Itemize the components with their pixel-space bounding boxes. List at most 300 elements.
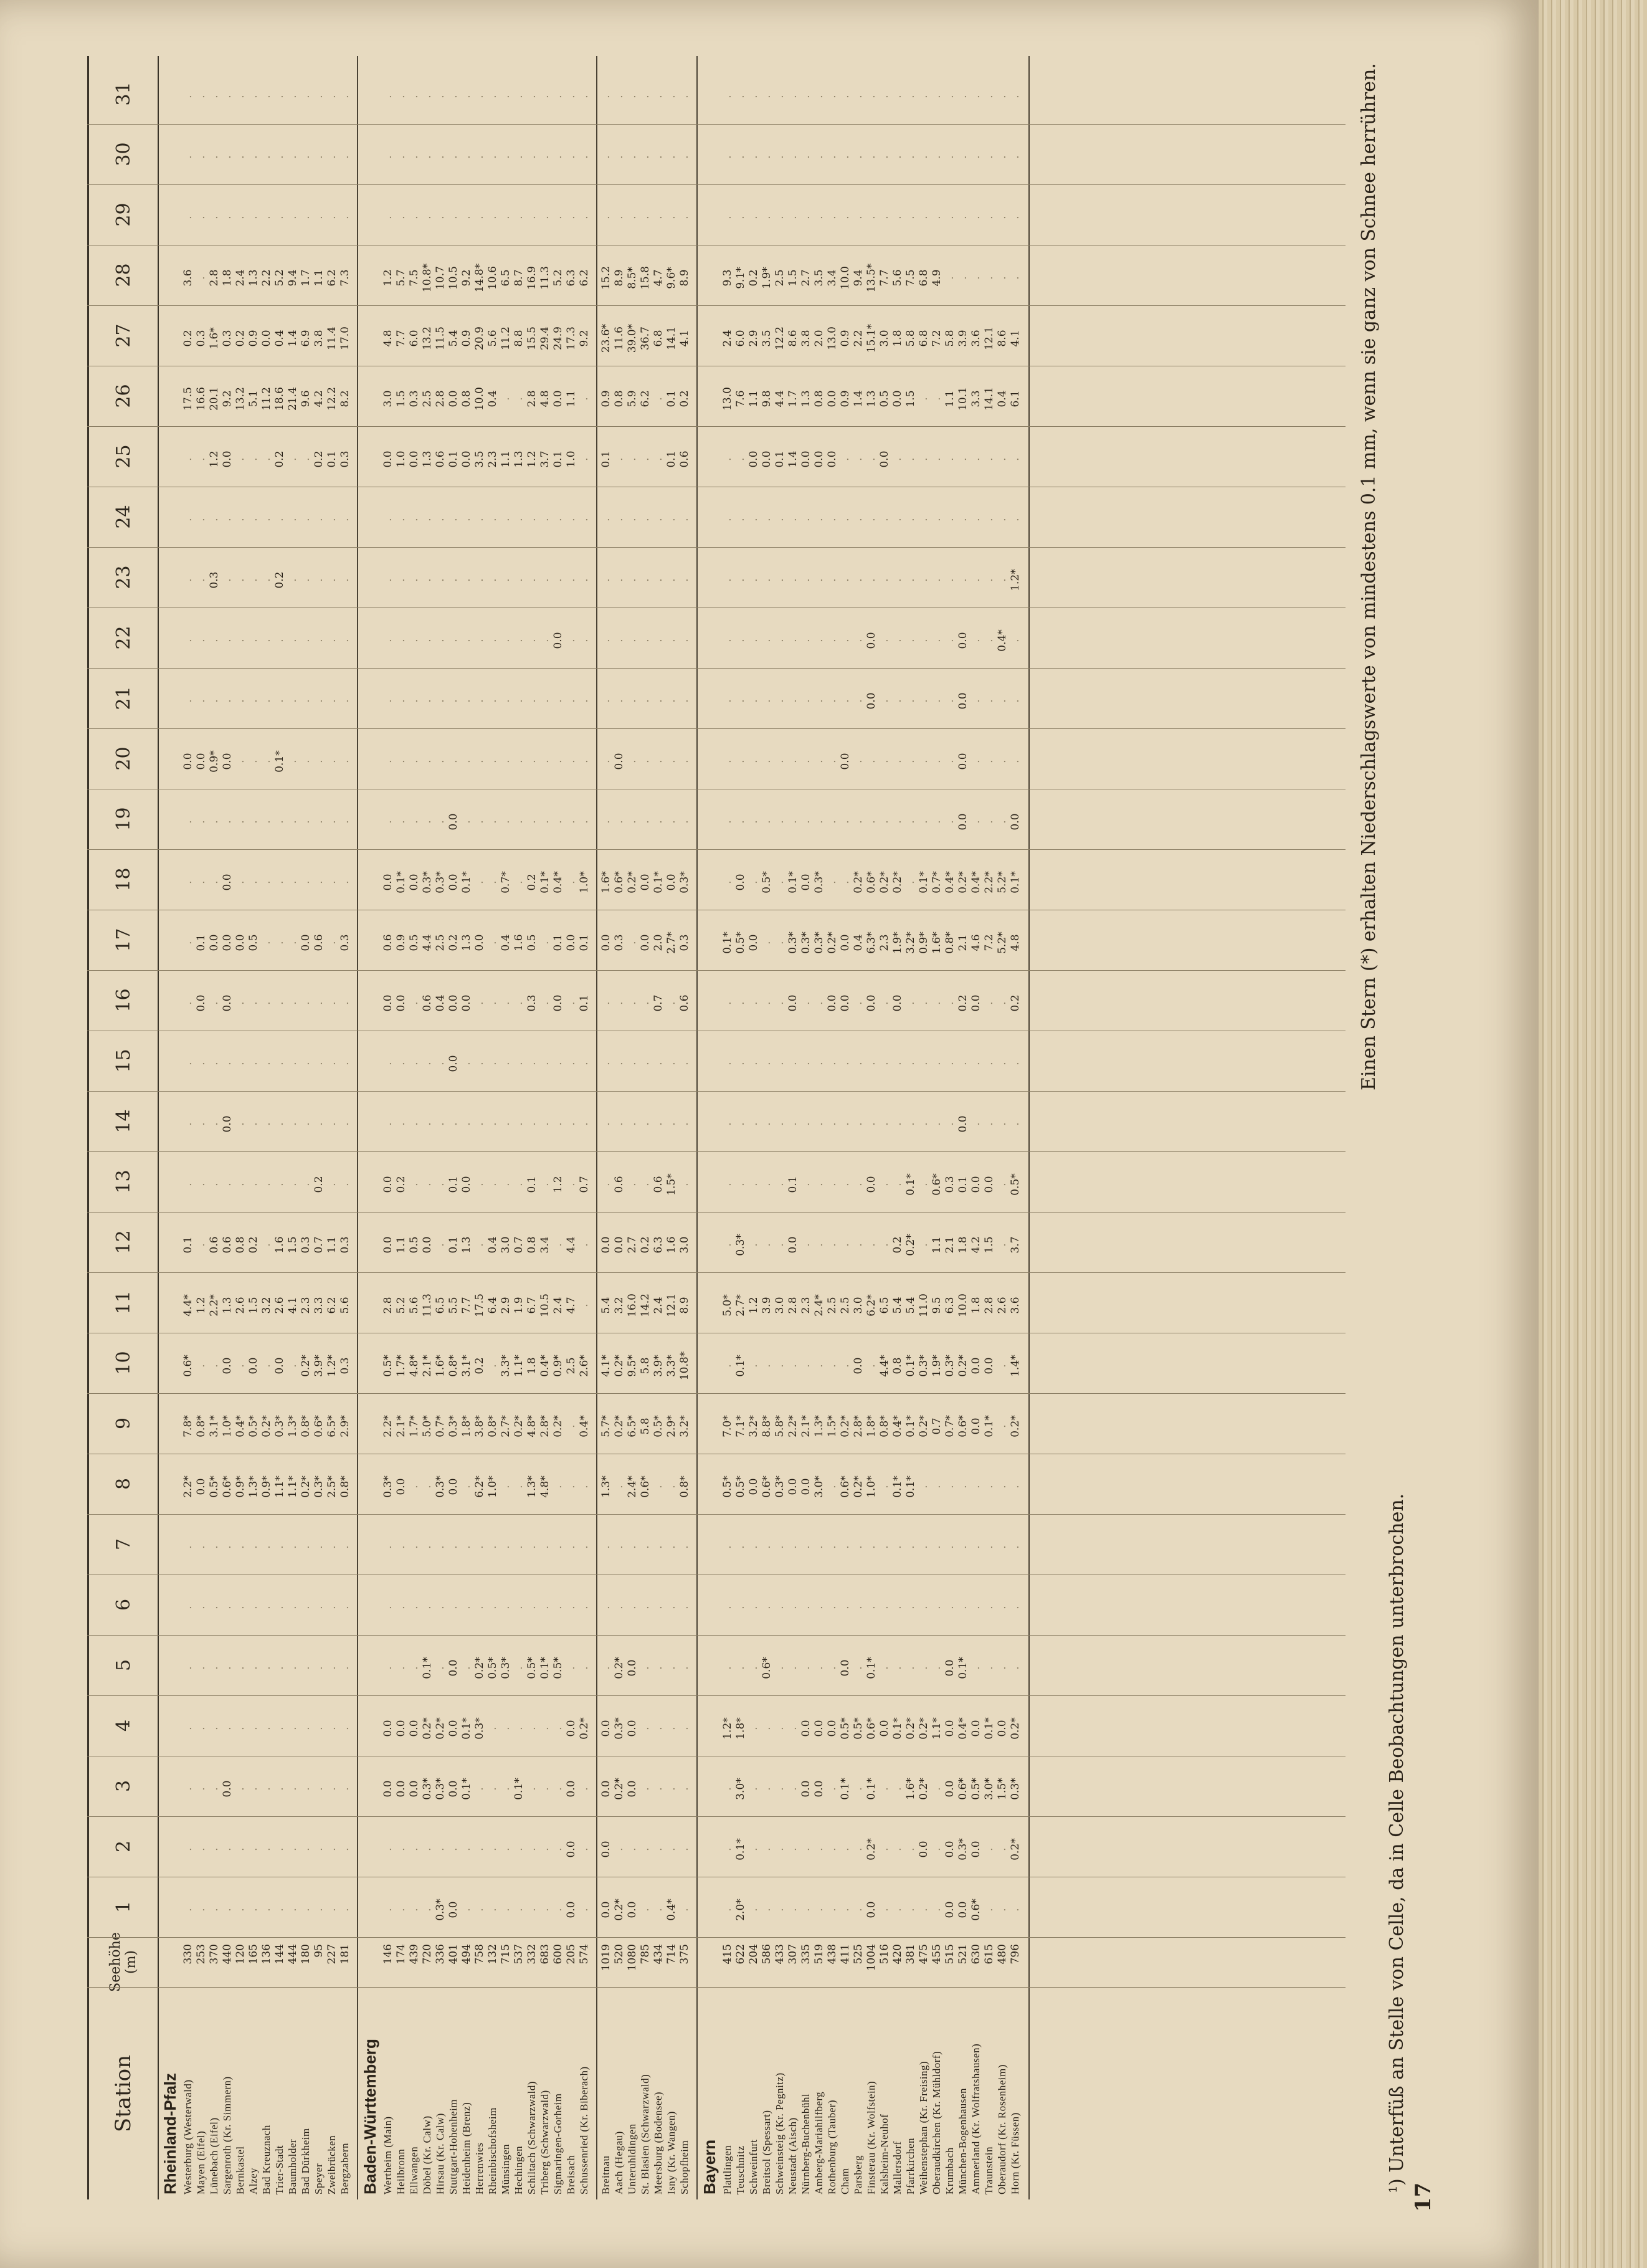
value-day-31: . [578, 95, 591, 98]
value-day-7: . [447, 1545, 460, 1549]
value-day-6: . [395, 1606, 407, 1609]
value-day-23: . [970, 578, 982, 582]
value-day-16: . [473, 1001, 486, 1005]
value-day-10: . [487, 1364, 499, 1368]
value-day-26: 0.9 [839, 390, 852, 407]
value-day-10: 2.5 [565, 1357, 577, 1375]
value-day-17: 0.5* [734, 932, 747, 954]
value-day-18: 0.1* [652, 871, 665, 893]
value-day-15: . [983, 1062, 995, 1065]
value-day-17: 0.3* [813, 932, 825, 954]
value-day-3: 0.6* [957, 1778, 969, 1800]
value-day-14: . [382, 1122, 394, 1126]
value-day-19: . [526, 820, 538, 824]
value-day-20: . [526, 760, 538, 763]
value-day-24: . [748, 518, 760, 522]
column-rule [87, 124, 1346, 125]
value-day-8: . [500, 1485, 512, 1489]
station-name: München-Bogenhausen [957, 2088, 969, 2194]
value-day-13: . [287, 1183, 299, 1186]
value-day-30: . [878, 155, 891, 159]
value-day-20: . [421, 760, 434, 763]
value-day-30: . [613, 155, 625, 159]
value-day-28: . [983, 276, 995, 280]
value-day-12: 0.2 [247, 1236, 260, 1254]
station-name: Bernkastel [234, 2146, 246, 2194]
value-day-19: 0.0 [447, 813, 460, 831]
table-row [313, 56, 325, 2199]
value-day-15: . [865, 1062, 878, 1065]
value-day-18: 0.2* [852, 871, 865, 893]
value-day-13: . [678, 1183, 691, 1186]
value-day-27: 39.0* [626, 323, 638, 353]
table-header-row [87, 56, 159, 2199]
value-day-9: 0.0 [970, 1418, 982, 1435]
value-day-11: 11.0 [918, 1294, 930, 1317]
value-day-15: . [273, 1062, 286, 1065]
value-day-16: 0.2 [957, 994, 969, 1012]
value-day-10: . [839, 1364, 852, 1368]
value-day-17: 4.4 [421, 934, 434, 951]
value-day-18: 0.0 [639, 874, 652, 891]
value-day-11: 10.0 [957, 1294, 969, 1317]
value-day-17: 0.0 [639, 934, 652, 951]
value-day-13: . [748, 1183, 760, 1186]
value-day-13: 0.1 [957, 1176, 969, 1193]
value-day-6: . [918, 1606, 930, 1609]
value-day-4: 0.0 [626, 1720, 638, 1737]
value-day-26: 0.4 [487, 390, 499, 407]
value-day-20: . [878, 760, 891, 763]
value-day-13: . [852, 1183, 865, 1186]
value-day-31: . [195, 95, 207, 98]
value-day-17: 0.0 [748, 934, 760, 951]
value-day-24: . [761, 518, 773, 522]
value-day-21: . [774, 699, 786, 703]
value-day-18: 0.4* [552, 871, 564, 893]
value-day-20: . [600, 760, 612, 763]
value-day-28: 15.2 [600, 266, 612, 290]
value-day-27: 17.3 [565, 326, 577, 350]
value-day-20: . [287, 760, 299, 763]
value-day-29: . [447, 216, 460, 219]
value-day-19: . [600, 820, 612, 824]
value-day-25: 1.1 [500, 450, 512, 468]
value-day-1: . [891, 1908, 904, 1912]
value-day-1: . [195, 1908, 207, 1912]
value-day-3: . [260, 1787, 273, 1791]
value-day-27: 11.5 [434, 326, 447, 350]
value-day-23: . [473, 578, 486, 582]
value-day-27: 5.6 [487, 330, 499, 347]
value-day-3: . [300, 1787, 312, 1791]
value-day-19: . [734, 820, 747, 824]
value-day-29: . [513, 216, 525, 219]
table-row [195, 56, 207, 2199]
value-day-1: . [983, 1908, 995, 1912]
value-day-5: . [639, 1666, 652, 1670]
value-day-16: . [247, 1001, 260, 1005]
value-day-26: 0.0 [826, 390, 838, 407]
value-day-19: . [983, 820, 995, 824]
value-day-13: . [539, 1183, 551, 1186]
value-day-25: . [918, 457, 930, 461]
value-day-17: 1.3 [460, 934, 473, 951]
value-day-31: . [326, 95, 338, 98]
value-day-11: 8.9 [678, 1297, 691, 1314]
value-day-31: . [878, 95, 891, 98]
value-day-14: . [944, 1122, 956, 1126]
value-day-15: . [539, 1062, 551, 1065]
value-day-14: . [408, 1122, 420, 1126]
value-day-31: . [957, 95, 969, 98]
value-day-14: . [539, 1122, 551, 1126]
value-day-8: 0.6* [221, 1475, 234, 1498]
table-row [234, 56, 247, 2199]
value-day-28: 1.9* [761, 267, 773, 289]
value-day-4: . [539, 1727, 551, 1730]
value-day-16: . [513, 1001, 525, 1005]
value-day-2: . [408, 1847, 420, 1851]
value-day-30: . [539, 155, 551, 159]
value-day-7: . [526, 1545, 538, 1549]
station-name: Schweinsteig (Kr. Pegnitz) [774, 2072, 786, 2194]
value-day-25: . [195, 457, 207, 461]
value-day-15: . [247, 1062, 260, 1065]
value-day-31: . [996, 95, 1009, 98]
value-day-14: 0.0 [957, 1115, 969, 1133]
value-day-11: 1.3 [221, 1297, 234, 1314]
table-row [813, 56, 825, 2199]
station-elevation: 381 [904, 1944, 917, 1965]
value-day-5: 0.0 [447, 1659, 460, 1677]
value-day-24: . [447, 518, 460, 522]
value-day-2: . [826, 1847, 838, 1851]
value-day-5: . [326, 1666, 338, 1670]
value-day-2: . [460, 1847, 473, 1851]
value-day-27: 5.8 [904, 330, 917, 347]
value-day-21: . [447, 699, 460, 703]
value-day-22: . [800, 639, 812, 642]
value-day-18: 0.2* [891, 871, 904, 893]
value-day-17: . [260, 941, 273, 945]
value-day-5: . [748, 1666, 760, 1670]
value-day-7: . [539, 1545, 551, 1549]
value-day-27: 11.6 [613, 326, 625, 350]
value-day-12: . [552, 1243, 564, 1247]
value-day-6: . [839, 1606, 852, 1609]
value-day-25: . [904, 457, 917, 461]
table-row [565, 56, 577, 2199]
value-day-21: . [313, 699, 325, 703]
station-name: Rothenburg (Tauber) [826, 2100, 838, 2194]
value-day-28: 5.7 [395, 269, 407, 287]
value-day-20: . [247, 760, 260, 763]
value-day-20: . [865, 760, 878, 763]
value-day-8: . [931, 1485, 943, 1489]
value-day-14: . [565, 1122, 577, 1126]
value-day-24: . [826, 518, 838, 522]
station-elevation: 332 [526, 1944, 538, 1965]
value-day-16: . [408, 1001, 420, 1005]
station-name: Speyer [313, 2163, 325, 2194]
value-day-12: 1.1 [326, 1236, 338, 1254]
value-day-30: . [970, 155, 982, 159]
station-elevation: 475 [918, 1944, 930, 1965]
value-day-19: . [996, 820, 1009, 824]
value-day-10: 0.6* [182, 1355, 194, 1377]
value-day-22: . [639, 639, 652, 642]
value-day-19: . [678, 820, 691, 824]
value-day-19: . [813, 820, 825, 824]
value-day-31: . [260, 95, 273, 98]
value-day-25: . [1009, 457, 1022, 461]
value-day-23: . [826, 578, 838, 582]
station-elevation: 227 [326, 1944, 338, 1965]
value-day-27: 3.8 [800, 330, 812, 347]
value-day-17: . [774, 941, 786, 945]
value-day-1: 0.0 [865, 1901, 878, 1918]
value-day-14: . [996, 1122, 1009, 1126]
value-day-26: 1.7 [787, 390, 799, 407]
value-day-16: . [774, 1001, 786, 1005]
value-day-8: 1.3* [526, 1475, 538, 1498]
value-day-27: 13.2 [421, 326, 434, 350]
value-day-8: . [421, 1485, 434, 1489]
value-day-30: . [1009, 155, 1022, 159]
value-day-26: 1.3 [865, 390, 878, 407]
value-day-19: . [652, 820, 665, 824]
value-day-22: . [273, 639, 286, 642]
value-day-7: . [552, 1545, 564, 1549]
value-day-10: 3.3* [665, 1355, 678, 1377]
value-day-27: 24.9 [552, 326, 564, 350]
value-day-19: . [891, 820, 904, 824]
value-day-14: . [665, 1122, 678, 1126]
value-day-20: 0.0 [613, 753, 625, 770]
value-day-2: . [221, 1847, 234, 1851]
value-day-17: 0.6 [382, 934, 394, 951]
value-day-22: 0.0 [957, 632, 969, 649]
value-day-15: . [665, 1062, 678, 1065]
value-day-9: 8.8* [761, 1415, 773, 1437]
value-day-16: 0.3 [526, 994, 538, 1012]
value-day-1: . [487, 1908, 499, 1912]
value-day-8: 0.9* [260, 1475, 273, 1498]
station-name: Parsberg [852, 2155, 864, 2194]
value-day-9: 0.7* [434, 1415, 447, 1437]
station-name: Wertheim (Main) [382, 2116, 394, 2194]
value-day-7: . [734, 1545, 747, 1549]
value-day-26: 12.2 [326, 387, 338, 411]
value-day-21: . [891, 699, 904, 703]
value-day-13: . [565, 1183, 577, 1186]
value-day-7: . [408, 1545, 420, 1549]
value-day-14: . [234, 1122, 247, 1126]
value-day-25: 1.0 [395, 450, 407, 468]
value-day-5: . [918, 1666, 930, 1670]
value-day-25: 0.0 [761, 450, 773, 468]
value-day-31: . [300, 95, 312, 98]
value-day-1: . [395, 1908, 407, 1912]
value-day-6: . [339, 1606, 351, 1609]
station-name: Oberaudkirchen (Kr. Mühldorf) [931, 2051, 942, 2194]
value-day-13: . [839, 1183, 852, 1186]
header-day-26: 26 [89, 366, 158, 427]
value-day-14: . [813, 1122, 825, 1126]
value-day-13: . [247, 1183, 260, 1186]
value-day-1: 0.0 [957, 1901, 969, 1918]
value-day-27: 0.9 [839, 330, 852, 347]
value-day-18: 0.1* [395, 871, 407, 893]
value-day-8: . [957, 1485, 969, 1489]
value-day-15: . [600, 1062, 612, 1065]
value-day-28: 2.5 [774, 269, 786, 287]
value-day-4: 0.4* [957, 1717, 969, 1740]
value-day-31: . [678, 95, 691, 98]
value-day-10: 2.1* [421, 1355, 434, 1377]
station-name: Herrenwies [473, 2142, 485, 2194]
value-day-4: . [195, 1727, 207, 1730]
value-day-3: . [891, 1787, 904, 1791]
value-day-29: . [195, 216, 207, 219]
value-day-21: . [526, 699, 538, 703]
value-day-14: . [839, 1122, 852, 1126]
value-day-13: . [221, 1183, 234, 1186]
value-day-31: . [473, 95, 486, 98]
value-day-13: . [639, 1183, 652, 1186]
value-day-1: . [539, 1908, 551, 1912]
value-day-31: . [652, 95, 665, 98]
value-day-26: 0.4 [996, 390, 1009, 407]
value-day-15: . [813, 1062, 825, 1065]
value-day-27: 0.2 [234, 330, 247, 347]
value-day-2: . [447, 1847, 460, 1851]
value-day-11: 4.1 [287, 1297, 299, 1314]
value-day-30: . [639, 155, 652, 159]
value-day-31: . [526, 95, 538, 98]
value-day-23: . [891, 578, 904, 582]
table-row [434, 56, 447, 2199]
value-day-13: 0.6 [613, 1176, 625, 1193]
value-day-25: 0.0 [800, 450, 812, 468]
value-day-31: . [983, 95, 995, 98]
value-day-3: . [195, 1787, 207, 1791]
value-day-15: . [500, 1062, 512, 1065]
value-day-29: . [826, 216, 838, 219]
value-day-18: 0.2* [626, 871, 638, 893]
value-day-26: 13.2 [234, 387, 247, 411]
value-day-22: . [878, 639, 891, 642]
value-day-25: 0.0 [813, 450, 825, 468]
value-day-19: . [918, 820, 930, 824]
value-day-21: . [918, 699, 930, 703]
value-day-14: . [970, 1122, 982, 1126]
value-day-12: . [813, 1243, 825, 1247]
value-day-22: . [931, 639, 943, 642]
value-day-5: . [565, 1666, 577, 1670]
value-day-23: . [957, 578, 969, 582]
value-day-16: . [208, 1001, 221, 1005]
value-day-29: . [813, 216, 825, 219]
value-day-23: . [487, 578, 499, 582]
value-day-30: . [839, 155, 852, 159]
value-day-20: . [473, 760, 486, 763]
column-rule [87, 728, 1346, 729]
header-day-23: 23 [89, 547, 158, 608]
value-day-27: 3.8 [313, 330, 325, 347]
value-day-17: 1.6* [931, 932, 943, 954]
value-day-4: . [513, 1727, 525, 1730]
value-day-19: . [552, 820, 564, 824]
value-day-5: 0.1* [957, 1657, 969, 1679]
value-day-1: . [500, 1908, 512, 1912]
station-elevation: 433 [774, 1944, 786, 1965]
value-day-18: 0.4* [944, 871, 956, 893]
value-day-31: . [800, 95, 812, 98]
value-day-27: 12.1 [983, 326, 995, 350]
value-day-8: . [996, 1485, 1009, 1489]
value-day-24: . [339, 518, 351, 522]
value-day-14: 0.0 [221, 1115, 234, 1133]
value-day-11: 2.4 [652, 1297, 665, 1314]
value-day-9: 6.5* [326, 1415, 338, 1437]
value-day-30: . [800, 155, 812, 159]
value-day-6: . [195, 1606, 207, 1609]
station-elevation: 136 [260, 1944, 273, 1965]
value-day-5: . [665, 1666, 678, 1670]
value-day-7: . [326, 1545, 338, 1549]
value-day-21: . [300, 699, 312, 703]
value-day-13: . [826, 1183, 838, 1186]
value-day-9: 3.1* [208, 1415, 221, 1437]
value-day-21: . [839, 699, 852, 703]
column-rule [87, 1937, 1346, 1938]
value-day-20: . [565, 760, 577, 763]
value-day-24: . [970, 518, 982, 522]
value-day-27: 2.0 [813, 330, 825, 347]
value-day-13: 0.2 [395, 1176, 407, 1193]
value-day-20: . [1009, 760, 1022, 763]
value-day-10: . [208, 1364, 221, 1368]
value-day-17: 0.8* [944, 932, 956, 954]
value-day-6: . [447, 1606, 460, 1609]
column-rule [87, 970, 1346, 971]
value-day-28: 10.6 [487, 266, 499, 290]
value-day-11: 2.3 [300, 1297, 312, 1314]
value-day-12: 0.7 [513, 1236, 525, 1254]
value-day-6: . [826, 1606, 838, 1609]
value-day-1: 0.0 [944, 1901, 956, 1918]
value-day-4: . [287, 1727, 299, 1730]
value-day-11: 5.4 [600, 1297, 612, 1314]
value-day-9: . [565, 1424, 577, 1428]
station-name: Breitsol (Spessart) [761, 2110, 772, 2194]
value-day-8: 0.8* [678, 1475, 691, 1498]
value-day-3: . [639, 1787, 652, 1791]
value-day-1: 0.0 [600, 1901, 612, 1918]
value-day-9: 2.1* [395, 1415, 407, 1437]
value-day-23: . [395, 578, 407, 582]
value-day-3: . [678, 1787, 691, 1791]
value-day-9: 2.9* [339, 1415, 351, 1437]
value-day-1: . [878, 1908, 891, 1912]
value-day-3: . [652, 1787, 665, 1791]
value-day-1: . [931, 1908, 943, 1912]
value-day-27: 17.0 [339, 326, 351, 350]
value-day-29: . [878, 216, 891, 219]
table-row [247, 56, 260, 2199]
